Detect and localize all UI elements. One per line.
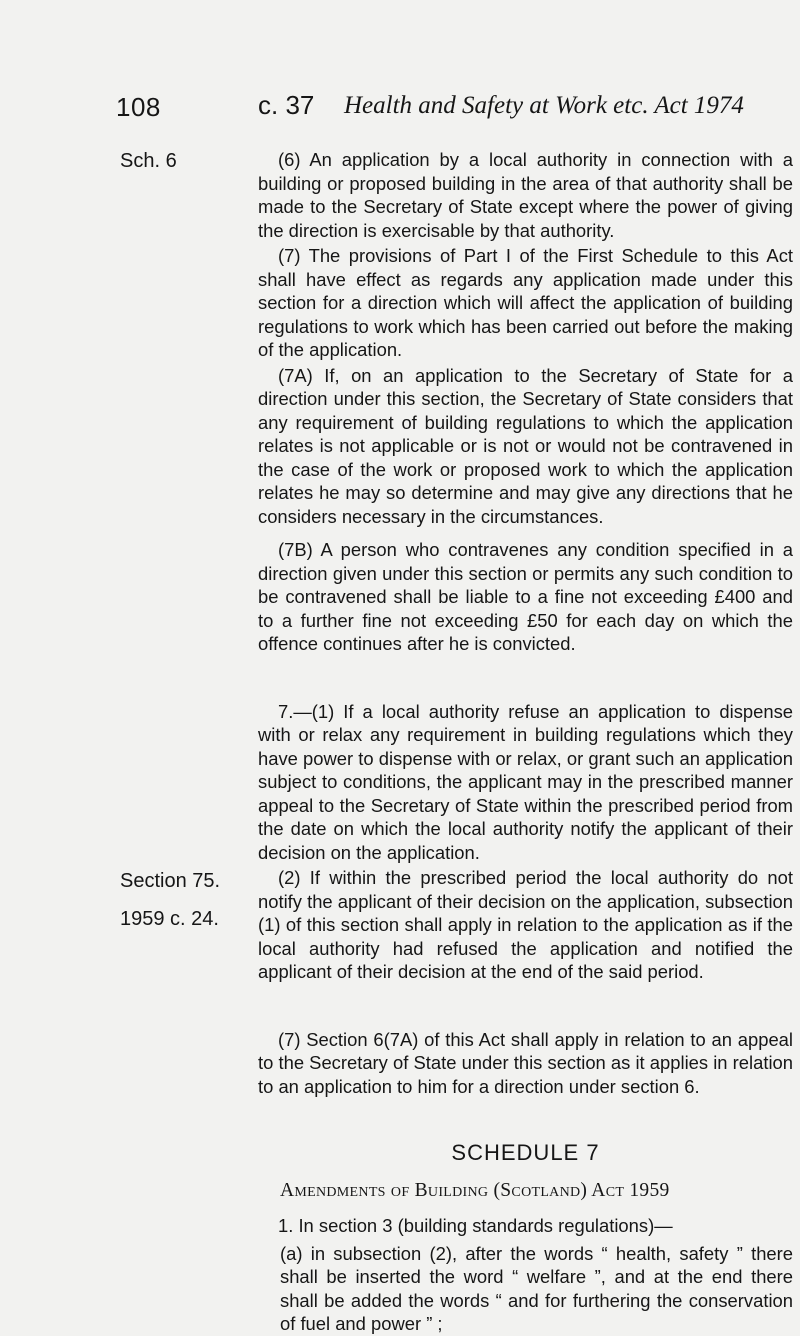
section-7-subsection-2: (2) If within the prescribed period the local authority do not notify the applicant of their decision on the application, subsection (1) of this section shall apply in relation to the application as if the local authority had refused the application and notified the applicant of their decision at the end of the said period. [258,867,793,982]
schedule-subtitle: Amendments of Building (Scotland) Act 1959 [280,1180,670,1201]
section-7-subsection-1: 7.—(1) If a local authority refuse an application to dispense with or relax any requirement in building regulations which they have power to dispense with or relax, or grant such an application subject to conditions, the applicant may in the prescribed manner appeal to the Secretary of State within the prescribed period from the date on which the local authority notify the applicant of their decision on the application. [258,700,793,863]
margin-schedule-reference: Sch. 6 [120,150,177,172]
paragraph-7: (7) The provisions of Part I of the First Schedule to this Act shall have effect as regards any application made under this section for a direction which will affect the application of building regulations to work which has been carried out before the making of the application. [258,245,793,360]
schedule-item-1a: (a) in subsection (2), after the words “ health, safety ” there shall be inserted the word “ welfare ”, and at the end there shall be added the words “ and for furthering the conservation of fuel and power ” ; [280,1242,793,1334]
section-7-subsection-7: (7) Section 6(7A) of this Act shall apply in relation to an appeal to the Secretary of State under this section as it applies in relation to an application to him for a direction under section 6. [258,1028,793,1097]
paragraph-6: (6) An application by a local authority in connection with a building or proposed building in the area of that authority shall be made to the Secretary of State except where the power of giving the direction is exercisable by that authority. [258,149,793,241]
chapter-reference: c. 37 [258,90,315,120]
schedule-title: SCHEDULE 7 [451,1140,600,1165]
running-title: Health and Safety at Work etc. Act 1974 [344,92,744,119]
margin-act-reference: 1959 c. 24. [120,908,219,930]
margin-section-reference: Section 75. [120,870,221,892]
paragraph-7a: (7A) If, on an application to the Secretary of State for a direction under this section, the Secretary of State considers that any requirement of building regulations to which the application relates is not applicable or is not or would not be contravened in the case of the work or proposed work to which the application relates he may so determine and may give any directions that he considers necessary in the circumstances. [258,364,793,527]
page-number: 108 [116,92,161,122]
schedule-item-1: 1. In section 3 (building standards regulations)— [278,1215,673,1236]
paragraph-7b: (7B) A person who contravenes any condition specified in a direction given under this section or permits any such condition to be contravened shall be liable to a fine not exceeding £400 and to a further fine not exceeding £50 for each day on which the offence continues after he is convicted. [258,539,793,654]
main-text [258,148,793,1336]
